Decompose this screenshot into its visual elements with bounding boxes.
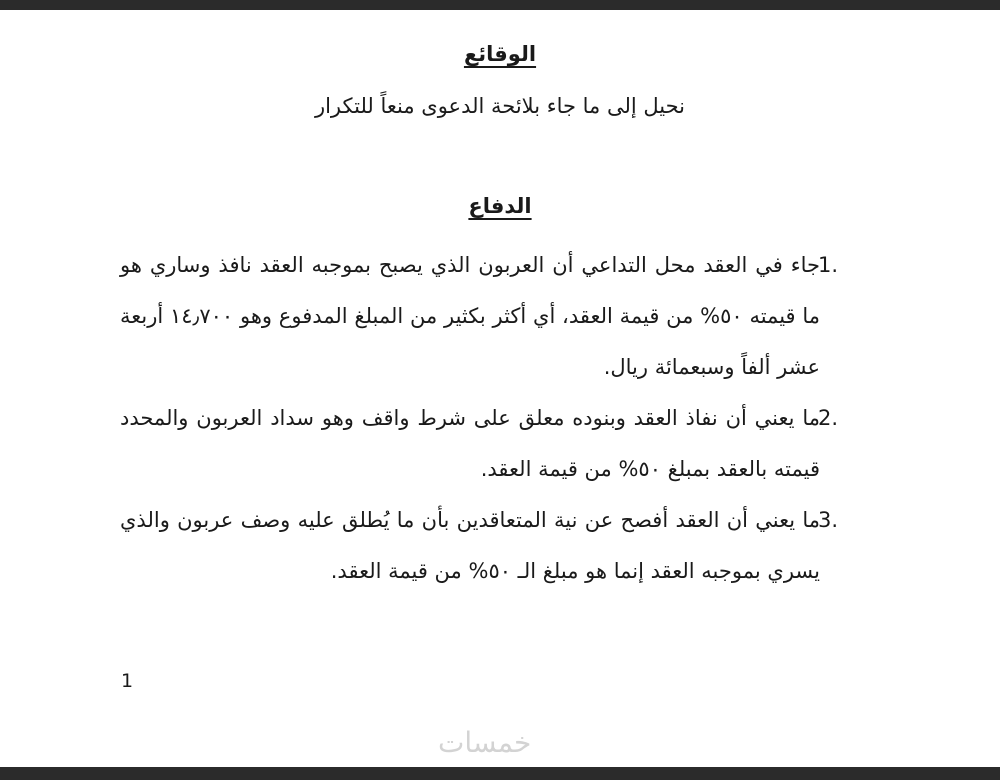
list-item-number: 2. bbox=[818, 406, 839, 430]
list-item bbox=[120, 240, 850, 393]
facts-paragraph: نحيل إلى ما جاء بلائحة الدعوى منعاً للتكرار bbox=[314, 94, 686, 118]
top-edge-bar bbox=[0, 0, 1000, 10]
defense-list bbox=[120, 240, 850, 597]
document-page bbox=[0, 10, 1000, 767]
defense-heading: الدفاع bbox=[468, 194, 532, 218]
list-item-number: 3. bbox=[818, 508, 839, 532]
list-item bbox=[120, 495, 850, 597]
watermark-logo: خمسات bbox=[438, 726, 532, 759]
list-item-text: جاء في العقد محل التداعي أن العربون الذي يصبح بموجبه العقد نافذ وساري هو ما قيمته ٥٠% من قيمة العقد، أي أكثر بكثير من المبلغ المدفوع وهو ١٤٫٧٠٠ أربعة عشر ألفاً وسبعمائة ريال. bbox=[120, 253, 820, 379]
list-item-text: ما يعني أن نفاذ العقد وبنوده معلق على شرط واقف وهو سداد العربون والمحدد قيمته بالعقد بمبلغ ٥٠% من قيمة العقد. bbox=[120, 406, 820, 481]
list-item bbox=[120, 393, 850, 495]
page-number: 1 bbox=[121, 670, 134, 692]
facts-heading: الوقائع bbox=[463, 42, 537, 66]
bottom-edge-bar bbox=[0, 767, 1000, 780]
list-item-text: ما يعني أن العقد أفصح عن نية المتعاقدين بأن ما يُطلق عليه وصف عربون والذي يسري بموجبه العقد إنما هو مبلغ الـ ٥٠% من قيمة العقد. bbox=[120, 508, 820, 583]
list-item-number: 1. bbox=[818, 253, 839, 277]
